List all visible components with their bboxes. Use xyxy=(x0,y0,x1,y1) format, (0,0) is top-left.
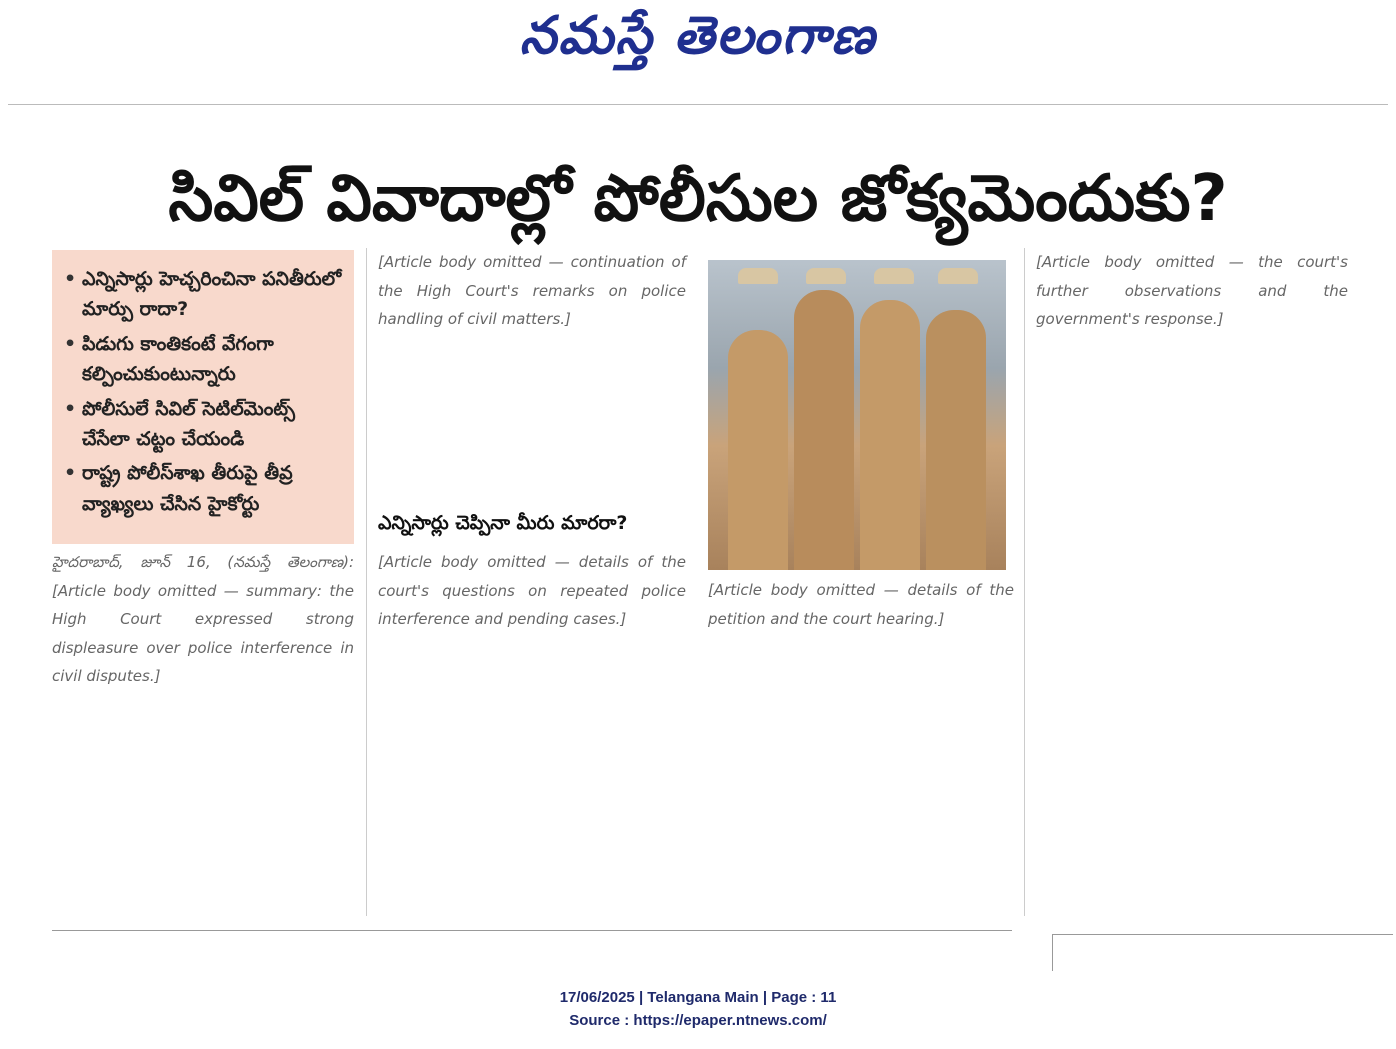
photo-figure xyxy=(794,290,854,570)
footer xyxy=(0,986,1396,1033)
highlight-text: రాష్ట్ర పోలీస్‌శాఖ తీరుపై తీవ్ర వ్యాఖ్యలు చేసిన హైకోర్టు xyxy=(82,462,293,515)
bottom-rule xyxy=(52,930,1012,931)
photo-cap xyxy=(938,268,978,284)
top-rule xyxy=(8,104,1388,105)
photo-cap xyxy=(738,268,778,284)
highlight-item xyxy=(64,458,344,519)
photo-figure xyxy=(728,330,788,570)
article-column-2: [Article body omitted — continuation of the High Court's remarks on police handling of civil matters.] xyxy=(378,253,686,328)
next-article-box xyxy=(1052,934,1393,971)
article-column-3: [Article body omitted — details of the petition and the court hearing.] xyxy=(708,581,1014,628)
footer-source-line: Source : https://epaper.ntnews.com/ xyxy=(569,1012,827,1030)
bullet-icon: • xyxy=(64,462,77,485)
highlight-item xyxy=(64,264,344,325)
article-column-4: [Article body omitted — the court's further observations and the government's response.] xyxy=(1036,253,1348,328)
masthead: నమస్తే తెలంగాణ xyxy=(519,6,877,66)
photo-figure xyxy=(926,310,986,570)
column-divider xyxy=(366,248,367,916)
highlight-text: పోలీసులే సివిల్ సెటిల్‌మెంట్స్ చేసేలా చట్టం చేయండి xyxy=(82,397,295,450)
highlight-text: పిడుగు కాంతికంటే వేగంగా కల్పించుకుంటున్నారు xyxy=(82,332,274,386)
bullet-icon: • xyxy=(64,397,77,420)
highlight-item xyxy=(64,329,344,390)
highlight-item xyxy=(64,394,344,455)
article-column-2b: [Article body omitted — details of the court's questions on repeated police interference and pending cases.] xyxy=(378,553,686,628)
bullet-icon: • xyxy=(64,332,77,355)
column-divider xyxy=(1024,248,1025,916)
photo-cap xyxy=(874,268,914,284)
headline: సివిల్ వివాదాల్లో పోలీసుల జోక్యమెందుకు? xyxy=(168,161,1228,236)
subhead: ఎన్నిసార్లు చెప్పినా మీరు మారరా? xyxy=(378,512,628,534)
photo-cap xyxy=(806,268,846,284)
police-photo xyxy=(708,260,1006,570)
bullet-icon: • xyxy=(64,268,77,290)
article-column-1: హైదరాబాద్, జూన్ 16, (నమస్తే తెలంగాణ): [Article body omitted — summary: the High Court expressed strong displeasure over police interference in civil disputes.] xyxy=(52,553,354,685)
footer-date-line: 17/06/2025 | Telangana Main | Page : 11 xyxy=(559,989,837,1006)
highlight-text: ఎన్నిసార్లు హెచ్చరించినా పనితీరులో మార్పు రాదా? xyxy=(82,268,342,321)
photo-figure xyxy=(860,300,920,570)
highlights-box xyxy=(52,250,354,544)
